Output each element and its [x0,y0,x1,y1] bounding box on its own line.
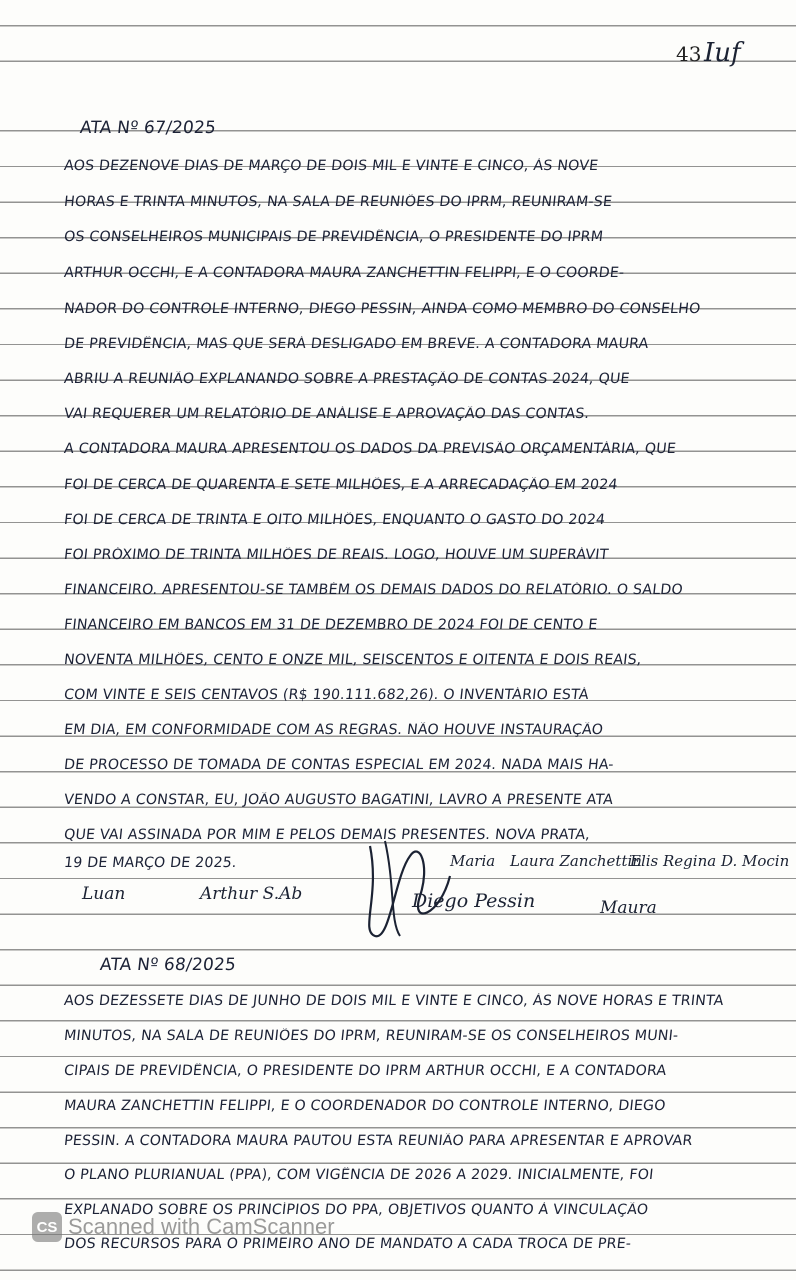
minutes-67-line: OS CONSELHEIROS MUNICIPAIS DE PREVIDÊNCIA, O PRESIDENTE DO IPRM [63,229,604,245]
minutes-67-line: ABRIU A REUNIÃO EXPLANANDO SOBRE A PRESTAÇÃO DE CONTAS 2024, QUE [63,371,631,387]
page-initials: Iuf [704,38,741,68]
minutes-67-line: A CONTADORA MAURA APRESENTOU OS DADOS DA PREVISÃO ORÇAMENTÁRIA, QUE [63,441,677,457]
minutes-68-line: DOS RECURSOS PARA O PRIMEIRO ANO DE MANDATO A CADA TROCA DE PRE- [63,1236,632,1252]
signature-elis-regina: Elis Regina D. Mocin [630,852,790,870]
minutes-67-line: COM VINTE E SEIS CENTAVOS (R$ 190.111.682,26). O INVENTÁRIO ESTÁ [63,687,590,703]
signature-maura: Maura [600,898,657,918]
minutes-68-line: PESSIN. A CONTADORA MAURA PAUTOU ESTA REUNIÃO PARA APRESENTAR E APROVAR [63,1133,694,1149]
minutes-67-date-line: 19 DE MARÇO DE 2025. [63,855,238,871]
minutes-67-line: FINANCEIRO EM BANCOS EM 31 DE DEZEMBRO DE 2024 FOI DE CENTO E [63,617,599,633]
minutes-67-line: VENDO A CONSTAR, EU, JOÃO AUGUSTO BAGATINI, LAVRO A PRESENTE ATA [63,792,614,808]
minutes-68-line: CIPAIS DE PREVIDÊNCIA, O PRESIDENTE DO IPRM ARTHUR OCCHI, E A CONTADORA [63,1063,668,1079]
minutes-67-line: FOI DE CERCA DE QUARENTA E SETE MILHÕES, E A ARRECADAÇÃO EM 2024 [63,477,619,493]
minutes-67-line: NOVENTA MILHÕES, CENTO E ONZE MIL, SEISCENTOS E OITENTA E DOIS REAIS, [63,652,643,668]
minutes-68-line: O PLANO PLURIANUAL (PPA), COM VIGÊNCIA DE 2026 A 2029. INICIALMENTE, FOI [63,1167,655,1183]
minutes-67-line: FINANCEIRO. APRESENTOU-SE TAMBÉM OS DEMAIS DADOS DO RELATÓRIO. O SALDO [63,582,684,598]
camscanner-logo-icon: CS [32,1212,62,1242]
scanner-watermark [32,1212,335,1242]
minutes-67-line: NADOR DO CONTROLE INTERNO, DIEGO PESSIN, AINDA COMO MEMBRO DO CONSELHO [63,301,702,317]
minutes-67-line: FOI DE CERCA DE TRINTA E OITO MILHÕES, ENQUANTO O GASTO DO 2024 [63,512,607,528]
signature-luan: Luan [82,884,126,904]
minutes-67-line: AOS DEZENOVE DIAS DE MARÇO DE DOIS MIL E VINTE E CINCO, ÀS NOVE [63,158,600,174]
minutes-67-title: ATA Nº 67/2025 [78,118,218,138]
minutes-68-line: MAURA ZANCHETTIN FELIPPI, E O COORDENADOR DO CONTROLE INTERNO, DIEGO [63,1098,667,1114]
signature-laura: Laura Zanchettin [510,852,642,870]
minutes-68-title: ATA Nº 68/2025 [98,955,238,975]
page-number: 43 [676,42,702,66]
minutes-67-line: FOI PRÓXIMO DE TRINTA MILHÕES DE REAIS. LOGO, HOUVE UM SUPERÁVIT [63,547,610,563]
signature-arthur: Arthur S.Ab [200,884,303,904]
minutes-68-line: EXPLANADO SOBRE OS PRINCÍPIOS DO PPA, OBJETIVOS QUANTO À VINCULAÇÃO [63,1202,649,1218]
minutes-67-line: QUE VAI ASSINADA POR MIM E PELOS DEMAIS PRESENTES. NOVA PRATA, [63,827,591,843]
minutes-67-line: HORAS E TRINTA MINUTOS, NA SALA DE REUNIÕES DO IPRM, REUNIRAM-SE [63,194,613,210]
minutes-67-line: ARTHUR OCCHI, E A CONTADORA MAURA ZANCHETTIN FELIPPI, E O COORDE- [63,265,626,281]
minutes-68-line: MINUTOS, NA SALA DE REUNIÕES DO IPRM, REUNIRAM-SE OS CONSELHEIROS MUNI- [63,1028,680,1044]
minutes-67-line: DE PREVIDÊNCIA, MAS QUE SERÁ DESLIGADO EM BREVE. A CONTADORA MAURA [63,336,650,352]
signature-diego-pessin: Diego Pessin [412,890,536,912]
watermark-text: Scanned with CamScanner [68,1214,335,1239]
minutes-68-line: AOS DEZESSETE DIAS DE JUNHO DE DOIS MIL E VINTE E CINCO, ÀS NOVE HORAS E TRINTA [63,993,725,1009]
minutes-67-line: VAI REQUERER UM RELATÓRIO DE ANÁLISE E APROVAÇÃO DAS CONTAS. [63,406,591,422]
minutes-67-line: DE PROCESSO DE TOMADA DE CONTAS ESPECIAL EM 2024. NADA MAIS HA- [63,757,615,773]
minutes-67-line: EM DIA, EM CONFORMIDADE COM AS REGRAS. NÃO HOUVE INSTAURAÇÃO [63,722,604,738]
signature-maria: Maria [450,852,496,870]
